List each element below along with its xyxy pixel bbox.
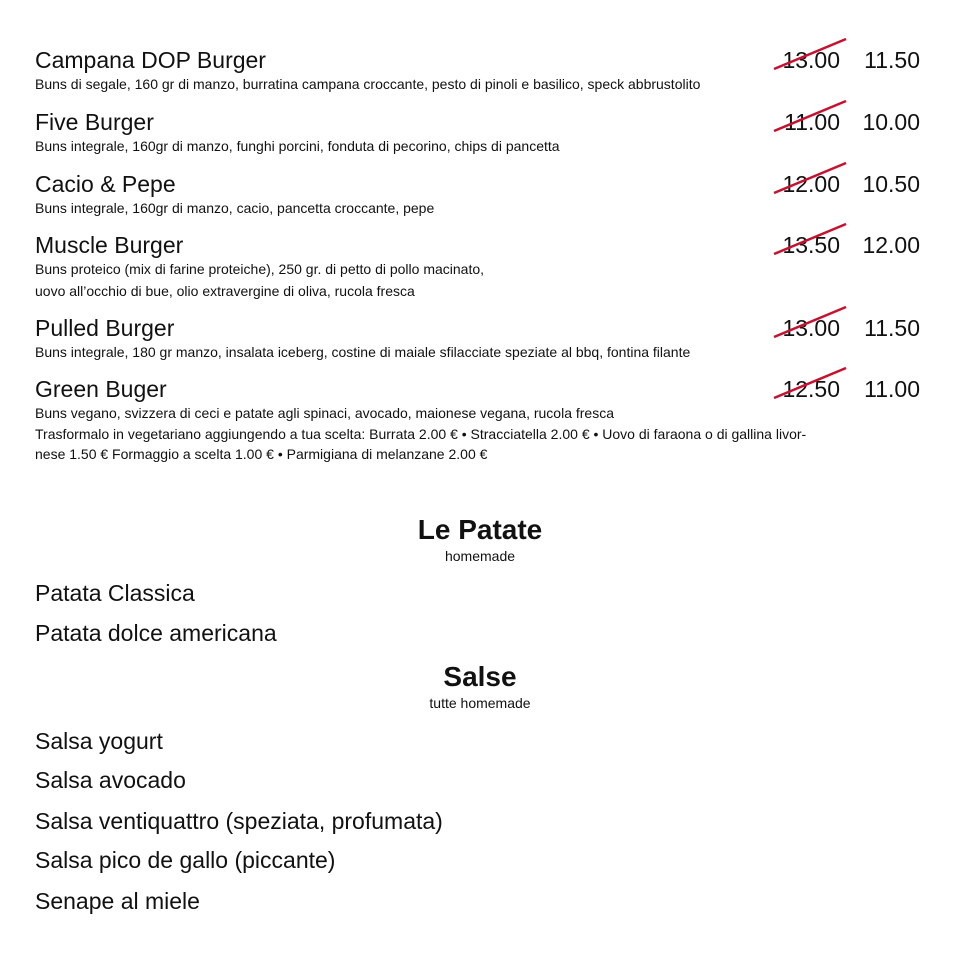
salsa-item: Salsa avocado <box>35 767 186 793</box>
item-description: Buns integrale, 160gr di manzo, funghi porcini, fonduta di pecorino, chips di pancetta <box>35 138 560 154</box>
menu-item <box>35 315 925 362</box>
new-price: 11.50 <box>864 47 920 73</box>
extras-line: Trasformalo in vegetariano aggiungendo a tua scelta: Burrata 2.00 € • Stracciatella 2.00 € • Uovo di faraona o di gallina livor- <box>35 426 807 442</box>
strikethrough-mark <box>770 97 850 135</box>
salsa-item: Senape al miele <box>35 888 200 914</box>
new-price: 10.00 <box>862 109 920 135</box>
old-price: 11.00 <box>784 109 840 135</box>
vegetarian-extras-note <box>35 424 930 464</box>
new-price: 11.00 <box>864 376 920 402</box>
item-description: uovo all’occhio di bue, olio extravergine di oliva, rucola fresca <box>35 283 415 299</box>
menu-item <box>35 47 925 94</box>
item-name: Five Burger <box>35 109 154 135</box>
new-price: 12.00 <box>862 232 920 258</box>
item-description: Buns di segale, 160 gr di manzo, burratina campana croccante, pesto di pinoli e basilico, speck abbrustolito <box>35 76 701 92</box>
item-name: Cacio & Pepe <box>35 171 176 197</box>
old-price: 13.50 <box>782 232 840 258</box>
extras-line: nese 1.50 € Formaggio a scelta 1.00 € • Parmigiana di melanzane 2.00 € <box>35 446 488 462</box>
section-subtitle-patate: homemade <box>444 548 516 564</box>
menu-item <box>35 171 925 218</box>
section-title-patate: Le Patate <box>417 514 543 545</box>
strikethrough-mark <box>770 35 850 73</box>
menu-item <box>35 232 925 301</box>
strikethrough-mark <box>770 159 850 197</box>
menu-item <box>35 376 925 423</box>
patate-item: Patata Classica <box>35 580 195 606</box>
strikethrough-mark <box>770 303 850 341</box>
strikethrough-mark <box>770 364 850 402</box>
item-description: Buns vegano, svizzera di ceci e patate agli spinaci, avocado, maionese vegana, rucola fresca <box>35 405 615 421</box>
item-name: Pulled Burger <box>35 315 175 341</box>
strikethrough-mark <box>770 220 850 258</box>
old-price: 13.00 <box>782 47 840 73</box>
item-name: Campana DOP Burger <box>35 47 266 73</box>
salsa-item: Salsa pico de gallo (piccante) <box>35 847 336 873</box>
old-price: 12.50 <box>782 376 840 402</box>
section-title-salse: Salse <box>443 661 517 692</box>
item-name: Green Buger <box>35 376 167 402</box>
item-description: Buns integrale, 180 gr manzo, insalata iceberg, costine di maiale sfilacciate speziate al bbq, fontina filante <box>35 344 691 360</box>
new-price: 10.50 <box>862 171 920 197</box>
item-description: Buns proteico (mix di farine proteiche), 250 gr. di petto di pollo macinato, <box>35 261 485 277</box>
menu-item <box>35 109 925 156</box>
new-price: 11.50 <box>864 315 920 341</box>
item-name: Muscle Burger <box>35 232 184 258</box>
patate-item: Patata dolce americana <box>35 620 277 646</box>
section-subtitle-salse: tutte homemade <box>429 695 531 711</box>
salsa-item: Salsa ventiquattro (speziata, profumata) <box>35 808 443 834</box>
old-price: 12.00 <box>782 171 840 197</box>
old-price: 13.00 <box>782 315 840 341</box>
salsa-item: Salsa yogurt <box>35 728 163 754</box>
item-description: Buns integrale, 160gr di manzo, cacio, pancetta croccante, pepe <box>35 200 435 216</box>
